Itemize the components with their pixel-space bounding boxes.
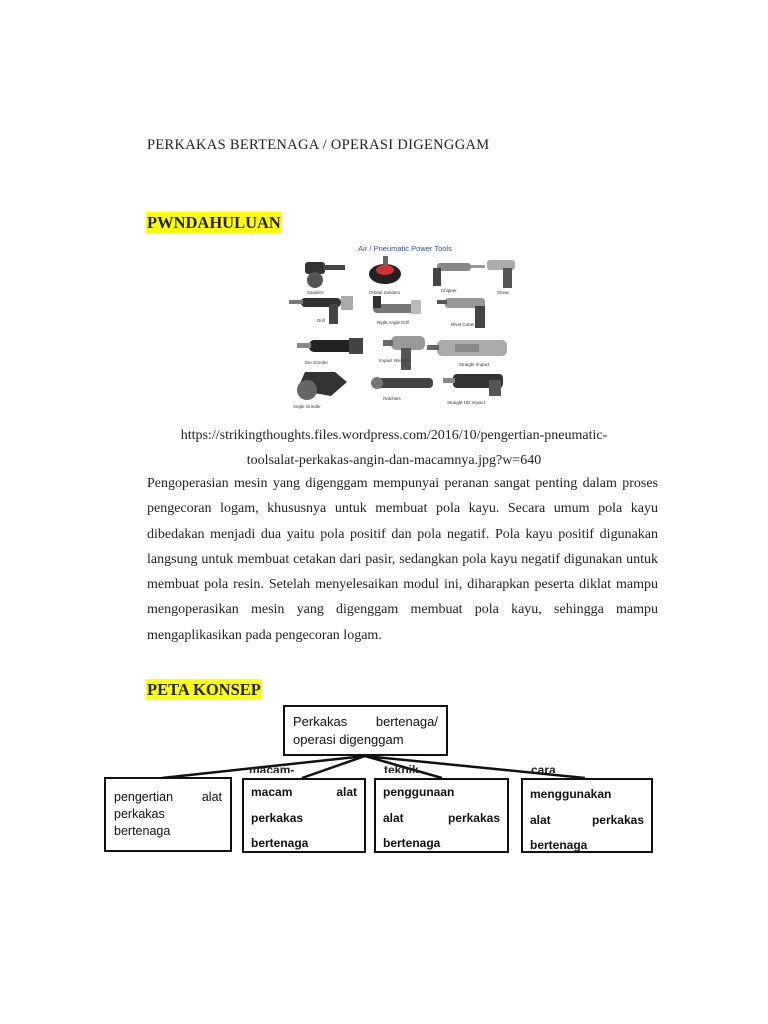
concept-box-definition: [104, 777, 232, 852]
figure-title: Air / Pneumatic Power Tools: [358, 244, 452, 253]
concept-box-technique: [374, 778, 509, 853]
figure-label: Straight Impact: [459, 362, 490, 367]
root-line-1: Perkakas bertenaga/: [293, 714, 438, 729]
box4-line-2: alat perkakas: [530, 812, 644, 827]
box2-overflow-text: macam-: [249, 764, 295, 773]
box3-overflow-text: teknik: [384, 764, 419, 773]
figure-label: Right Angle Drill: [377, 320, 410, 325]
box4-overflow-text: cara: [531, 764, 556, 773]
caption-line-1: https://strikingthoughts.files.wordpress.com/2016/10/pengertian-pneumatic-: [180, 428, 608, 443]
box3-line-2: alat perkakas: [383, 810, 500, 825]
figure-label: Ratchets: [383, 396, 401, 401]
box1-line-1: pengertian alat: [114, 790, 222, 804]
figure-label: Drill: [317, 318, 325, 323]
figure-label: Shear: [497, 290, 510, 295]
figure-label: Straight HD Impact: [447, 400, 486, 405]
box3-line-1: penggunaan: [383, 785, 455, 799]
caption-line-2: toolsalat-perkakas-angin-dan-macamnya.jpg?w=640: [246, 453, 542, 468]
box3-spill-clip: [384, 764, 454, 773]
figure-label: Rivet Cutter: [451, 322, 475, 327]
box2-line-2: perkakas: [251, 810, 304, 825]
concept-box-how-to-use: [521, 778, 653, 853]
box4-spill-clip: [531, 764, 591, 773]
concept-root-box: [283, 705, 448, 756]
document-title: PERKAKAS BERTENAGA / OPERASI DIGENGGAM: [147, 137, 490, 153]
intro-paragraph: Pengoperasian mesin yang digenggam mempunyai peranan sangat penting dalam proses pengecoran logam, khususnya untuk membuat pola kayu. Secara umum pola kayu dibedakan menjadi dua yaitu pola positif dan pola negatif. Pola kayu positif digunakan langsung untuk membuat cetakan dari pasir, sedangkan pola kayu negatif digunakan untuk membuat pola resin. Setelah menyelesaikan modul ini, diharapkan peserta diklat mampu mengoperasikan mesin yang digenggam membuat pola kayu, sehingga mampu mengaplikasikan pada pengecoran logam.: [147, 476, 658, 643]
section-heading-introduction: PWNDAHULUAN: [147, 213, 281, 232]
figure-label: Sanders: [307, 290, 324, 295]
section-heading-concept-map: PETA KONSEP: [147, 680, 261, 699]
box2-line-1: macam alat: [251, 785, 357, 799]
concept-box-types: [242, 778, 366, 853]
figure-label: Die Grinder: [305, 360, 329, 365]
figure-label: Orbital Sanders: [369, 290, 401, 295]
box2-line-3: bertenaga: [251, 836, 309, 850]
box2-spill-clip: [249, 764, 319, 773]
box1-line-3: bertenaga: [114, 824, 171, 838]
figure-label: Chipper: [441, 288, 457, 293]
box4-line-1: menggunakan: [530, 787, 612, 801]
box4-line-3: bertenaga: [530, 838, 588, 852]
box1-line-2: perkakas: [114, 807, 165, 821]
root-line-2: operasi digenggam: [293, 732, 404, 747]
figure-label: Angle Grinder: [293, 404, 321, 409]
box3-line-3: bertenaga: [383, 836, 441, 850]
figure-label: Impact Wrench: [379, 358, 410, 363]
